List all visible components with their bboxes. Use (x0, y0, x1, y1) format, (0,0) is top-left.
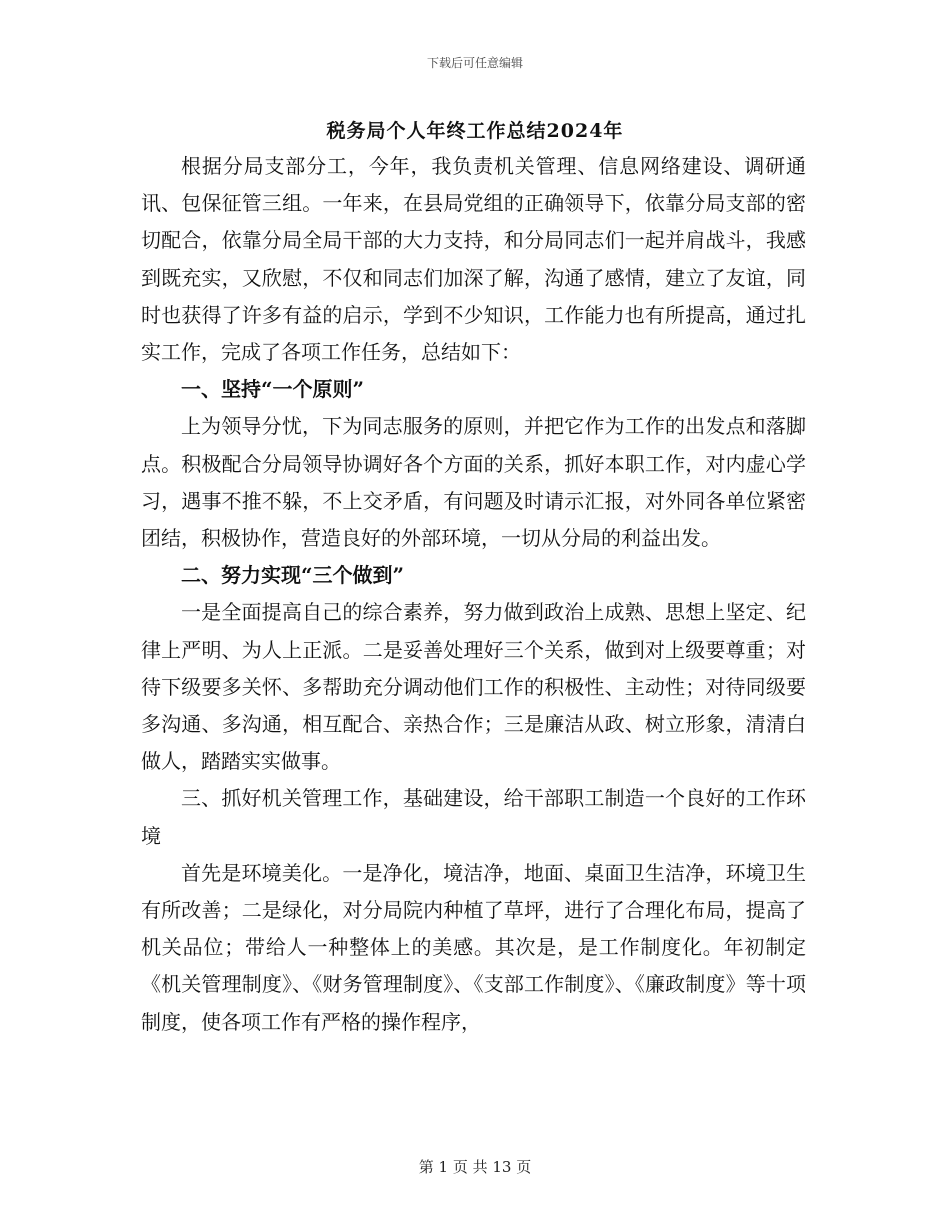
intro-paragraph: 根据分局支部分工，今年，我负责机关管理、信息网络建设、调研通讯、包保征管三组。一年来，在县局党组的正确领导下，依靠分局支部的密切配合，依靠分局全局干部的大力支持，和分局同志们一起并肩战斗，我感到既充实，又欣慰，不仅和同志们加深了解，沟通了感情，建立了友谊，同时也获得了许多有益的启示，学到不少知识，工作能力也有所提高，通过扎实工作，完成了各项工作任务，总结如下： (141, 154, 806, 365)
section-heading-1: 一、坚持“一个原则” (181, 377, 365, 402)
section-paragraph-1: 上为领导分忧，下为同志服务的原则，并把它作为工作的出发点和落脚点。积极配合分局领导协调好各个方面的关系，抓好本职工作，对内虚心学习，遇事不推不躲，不上交矛盾，有问题及时请示汇报，对外同各单位紧密团结，积极协作，营造良好的外部环境，一切从分局的利益出发。 (141, 414, 806, 551)
section-heading-2: 二、努力实现“三个做到” (181, 563, 405, 588)
document-body (141, 148, 806, 1041)
page-header: 下载后可任意编辑 (426, 56, 523, 70)
section-paragraph-3: 首先是环境美化。一是净化，境洁净，地面、桌面卫生洁净，环境卫生有所改善；二是绿化，对分局院内种植了草坪，进行了合理化布局，提高了机关品位；带给人一种整体上的美感。其次是，是工作制度化。年初制定《机关管理制度》、《财务管理制度》、《支部工作制度》、《廉政制度》等十项制度，使各项工作有严格的操作程序， (141, 860, 806, 1034)
page-footer: 第 1 页 共 13 页 (418, 1158, 532, 1176)
section-paragraph-2: 一是全面提高自己的综合素养，努力做到政治上成熟、思想上坚定、纪律上严明、为人上正派。二是妥善处理好三个关系，做到对上级要尊重；对待下级要多关怀、多帮助充分调动他们工作的积极性、主动性；对待同级要多沟通、多沟通，相互配合、亲热合作；三是廉洁从政、树立形象，清清白做人，踏踏实实做事。 (141, 600, 806, 774)
section-heading-3: 三、抓好机关管理工作，基础建设，给干部职工制造一个良好的工作环境 (141, 786, 806, 848)
document-title: 税务局个人年终工作总结2024年 (326, 120, 624, 142)
